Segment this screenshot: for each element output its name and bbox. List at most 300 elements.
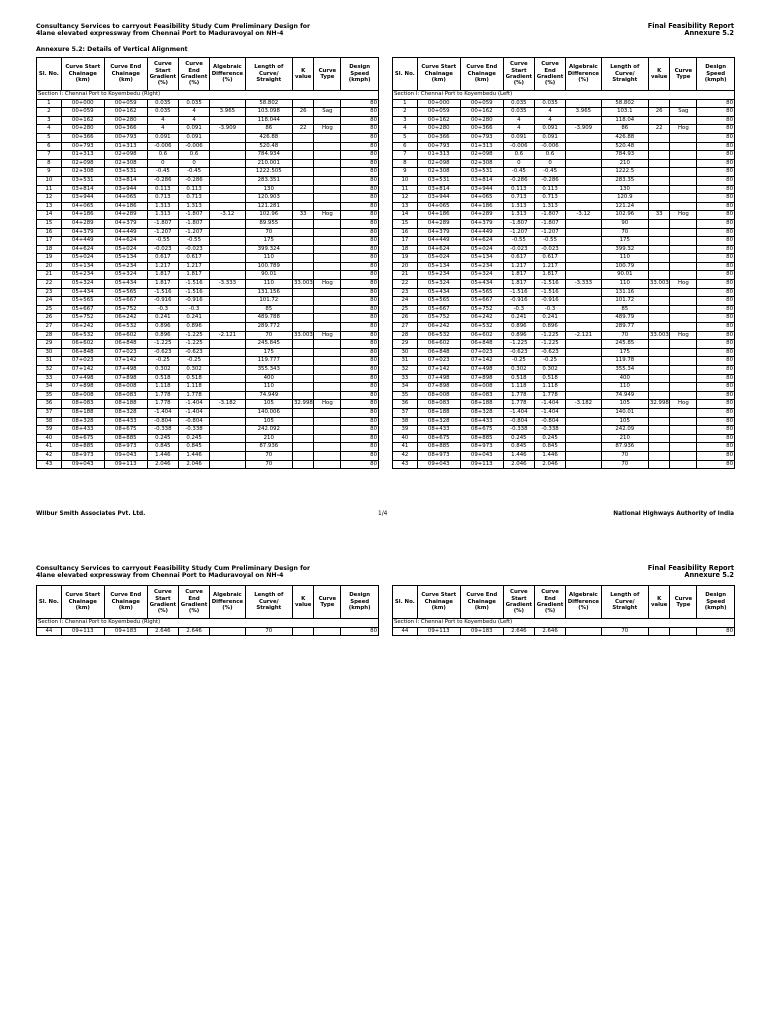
header-sl-no: Sl. No. [393, 586, 418, 619]
cell-start-gradient: -0.338 [503, 426, 534, 435]
cell-algebraic-difference [210, 314, 245, 323]
cell-start-chainage: 04+379 [61, 228, 104, 237]
cell-start-gradient: -0.55 [147, 237, 178, 246]
cell-curve-length: 70 [245, 331, 292, 340]
cell-sl-no: 28 [393, 331, 418, 340]
cell-design-speed: 80 [341, 297, 379, 306]
cell-curve-length: 120.9 [601, 194, 648, 203]
cell-end-chainage: 08+675 [104, 426, 147, 435]
cell-design-speed: 80 [341, 228, 379, 237]
cell-end-chainage: 08+328 [104, 408, 147, 417]
cell-start-gradient: -0.006 [503, 142, 534, 151]
cell-start-gradient: 0.302 [147, 366, 178, 375]
cell-curve-type: Sag [670, 108, 697, 117]
cell-end-chainage: 05+434 [460, 280, 503, 289]
cell-algebraic-difference: -3.333 [210, 280, 245, 289]
header-algebraic-difference: Algebraic Difference (%) [566, 586, 601, 619]
cell-design-speed: 80 [341, 194, 379, 203]
cell-design-speed: 80 [341, 254, 379, 263]
cell-algebraic-difference [210, 245, 245, 254]
cell-end-gradient: -1.807 [178, 211, 209, 220]
header-start-gradient: Curve Start Gradient (%) [147, 58, 178, 91]
cell-start-gradient: 0.245 [147, 434, 178, 443]
cell-end-gradient: 0.091 [178, 125, 209, 134]
cell-sl-no: 15 [393, 219, 418, 228]
cell-end-chainage: 08+675 [460, 426, 503, 435]
cell-start-chainage: 05+324 [417, 280, 460, 289]
header-curve-length: Length of Curve/ Straight [245, 586, 292, 619]
cell-start-gradient: -0.006 [147, 142, 178, 151]
cell-end-chainage: 07+023 [460, 348, 503, 357]
cell-start-chainage: 00+000 [417, 99, 460, 108]
cell-start-chainage: 04+449 [61, 237, 104, 246]
cell-curve-length: 245.85 [601, 340, 648, 349]
cell-sl-no: 10 [393, 176, 418, 185]
cell-curve-type [314, 219, 341, 228]
cell-k-value: 32.998 [648, 400, 670, 409]
cell-curve-length: 489.79 [601, 314, 648, 323]
cell-design-speed: 80 [697, 99, 735, 108]
cell-start-gradient: 2.646 [147, 627, 178, 636]
cell-start-gradient: -1.207 [503, 228, 534, 237]
cell-design-speed: 80 [697, 271, 735, 280]
table-header-row [393, 58, 735, 91]
cell-curve-type [670, 460, 697, 469]
cell-start-chainage: 09+043 [61, 460, 104, 469]
table-row [393, 357, 735, 366]
cell-start-chainage: 06+532 [61, 331, 104, 340]
cell-curve-length: 130 [601, 185, 648, 194]
cell-curve-length: 520.48 [601, 142, 648, 151]
cell-end-gradient: 1.778 [534, 391, 565, 400]
cell-start-chainage: 03+944 [61, 194, 104, 203]
cell-start-chainage: 04+289 [417, 219, 460, 228]
cell-k-value: 32.998 [292, 400, 314, 409]
cell-sl-no: 41 [37, 443, 62, 452]
cell-start-chainage: 08+675 [417, 434, 460, 443]
cell-sl-no: 36 [393, 400, 418, 409]
table-row [37, 434, 379, 443]
table-row [393, 391, 735, 400]
cell-design-speed: 80 [697, 185, 735, 194]
cell-design-speed: 80 [697, 331, 735, 340]
cell-end-gradient: -0.25 [534, 357, 565, 366]
cell-curve-type [314, 426, 341, 435]
cell-sl-no: 43 [393, 460, 418, 469]
cell-design-speed: 80 [341, 451, 379, 460]
cell-sl-no: 33 [393, 374, 418, 383]
table-row [393, 340, 735, 349]
header-start-chainage: Curve Start Chainage (km) [61, 586, 104, 619]
header-curve-type: Curve Type [314, 586, 341, 619]
cell-sl-no: 11 [393, 185, 418, 194]
cell-start-gradient: 0.896 [147, 323, 178, 332]
cell-start-chainage: 08+008 [417, 391, 460, 400]
table-row [393, 254, 735, 263]
cell-start-chainage: 05+234 [61, 271, 104, 280]
cell-start-chainage: 03+814 [61, 185, 104, 194]
table-row [37, 194, 379, 203]
table-row [37, 305, 379, 314]
table-row [393, 142, 735, 151]
cell-curve-type [670, 366, 697, 375]
cell-design-speed: 80 [697, 357, 735, 366]
cell-k-value [292, 151, 314, 160]
cell-end-chainage: 03+814 [460, 176, 503, 185]
table-row [393, 176, 735, 185]
cell-end-chainage: 05+024 [104, 245, 147, 254]
cell-curve-length: 70 [245, 627, 292, 636]
table-row [393, 219, 735, 228]
cell-end-chainage: 07+498 [460, 366, 503, 375]
cell-start-gradient: 1.313 [147, 211, 178, 220]
cell-end-chainage: 00+280 [460, 116, 503, 125]
cell-design-speed: 80 [341, 151, 379, 160]
cell-k-value [292, 194, 314, 203]
cell-end-chainage: 04+379 [104, 219, 147, 228]
table-row [37, 366, 379, 375]
cell-sl-no: 26 [37, 314, 62, 323]
table-row [37, 125, 379, 134]
cell-algebraic-difference [566, 99, 601, 108]
cell-end-chainage: 00+366 [104, 125, 147, 134]
cell-start-chainage: 06+848 [417, 348, 460, 357]
cell-end-chainage: 04+289 [460, 211, 503, 220]
cell-design-speed: 80 [697, 443, 735, 452]
cell-design-speed: 80 [697, 340, 735, 349]
cell-algebraic-difference [566, 219, 601, 228]
cell-design-speed: 80 [697, 408, 735, 417]
table-row [37, 297, 379, 306]
cell-end-chainage: 04+379 [460, 219, 503, 228]
cell-algebraic-difference [210, 176, 245, 185]
cell-sl-no: 39 [37, 426, 62, 435]
cell-curve-type [314, 443, 341, 452]
cell-curve-length: 784.934 [245, 151, 292, 160]
cell-curve-length: 87.936 [245, 443, 292, 452]
cell-k-value [648, 417, 670, 426]
cell-k-value [648, 245, 670, 254]
cell-start-gradient: 1.817 [147, 280, 178, 289]
cell-end-chainage: 05+565 [104, 288, 147, 297]
cell-start-gradient: -0.916 [147, 297, 178, 306]
cell-curve-length: 283.35 [601, 176, 648, 185]
header-sl-no: Sl. No. [37, 58, 62, 91]
cell-start-gradient: 0.241 [147, 314, 178, 323]
cell-end-gradient: 1.446 [534, 451, 565, 460]
cell-start-gradient: 1.778 [503, 391, 534, 400]
cell-curve-length: 70 [601, 228, 648, 237]
cell-sl-no: 10 [37, 176, 62, 185]
cell-design-speed: 80 [341, 305, 379, 314]
cell-curve-length: 210 [601, 434, 648, 443]
cell-end-chainage: 04+624 [460, 237, 503, 246]
cell-start-chainage: 02+098 [417, 159, 460, 168]
header-end-chainage: Curve End Chainage (km) [104, 58, 147, 91]
cell-design-speed: 80 [697, 366, 735, 375]
cell-sl-no: 9 [393, 168, 418, 177]
cell-curve-type [670, 383, 697, 392]
cell-start-gradient: -0.45 [503, 168, 534, 177]
header-algebraic-difference: Algebraic Difference (%) [210, 586, 245, 619]
cell-end-gradient: -0.338 [178, 426, 209, 435]
table-row [37, 451, 379, 460]
cell-k-value [648, 176, 670, 185]
cell-curve-length: 520.48 [245, 142, 292, 151]
cell-curve-length: 70 [601, 331, 648, 340]
cell-end-chainage: 09+183 [104, 627, 147, 636]
cell-k-value [292, 314, 314, 323]
cell-curve-type [670, 202, 697, 211]
table-row [37, 383, 379, 392]
cell-curve-type [670, 357, 697, 366]
cell-k-value [648, 374, 670, 383]
cell-curve-length: 101.72 [245, 297, 292, 306]
cell-k-value [648, 151, 670, 160]
cell-design-speed: 80 [341, 408, 379, 417]
cell-k-value [292, 159, 314, 168]
cell-algebraic-difference: -3.333 [566, 280, 601, 289]
cell-curve-type [670, 408, 697, 417]
cell-sl-no: 7 [37, 151, 62, 160]
cell-k-value: 22 [292, 125, 314, 134]
header-end-chainage: Curve End Chainage (km) [460, 586, 503, 619]
cell-curve-type [670, 133, 697, 142]
cell-start-chainage: 09+043 [417, 460, 460, 469]
cell-end-chainage: 07+898 [460, 374, 503, 383]
cell-sl-no: 28 [37, 331, 62, 340]
cell-end-chainage: 08+083 [460, 391, 503, 400]
header-start-chainage: Curve Start Chainage (km) [417, 58, 460, 91]
cell-algebraic-difference: -2.121 [566, 331, 601, 340]
table-row [37, 176, 379, 185]
cell-start-chainage: 05+667 [61, 305, 104, 314]
cell-end-gradient: 0.091 [534, 125, 565, 134]
table-row [393, 426, 735, 435]
cell-k-value [292, 237, 314, 246]
table-row [393, 288, 735, 297]
cell-k-value [648, 262, 670, 271]
cell-start-gradient: 0.091 [503, 133, 534, 142]
cell-k-value [648, 627, 670, 636]
table-row [37, 245, 379, 254]
header-end-chainage: Curve End Chainage (km) [104, 586, 147, 619]
cell-start-chainage: 04+624 [61, 245, 104, 254]
cell-design-speed: 80 [341, 627, 379, 636]
cell-start-gradient: -1.404 [147, 408, 178, 417]
table-row [37, 228, 379, 237]
cell-design-speed: 80 [697, 314, 735, 323]
cell-end-gradient: -1.225 [534, 331, 565, 340]
cell-start-chainage: 05+324 [61, 280, 104, 289]
cell-sl-no: 18 [393, 245, 418, 254]
cell-end-gradient: 0.518 [178, 374, 209, 383]
cell-design-speed: 80 [697, 280, 735, 289]
cell-sl-no: 19 [37, 254, 62, 263]
cell-sl-no: 20 [37, 262, 62, 271]
cell-end-gradient: 0.113 [178, 185, 209, 194]
table-row [393, 262, 735, 271]
header-curve-type: Curve Type [314, 58, 341, 91]
cell-curve-length: 131.156 [245, 288, 292, 297]
cell-start-gradient: 0.6 [147, 151, 178, 160]
cell-end-gradient: -1.516 [534, 288, 565, 297]
cell-end-chainage: 08+008 [460, 383, 503, 392]
cell-end-gradient: 0.302 [534, 366, 565, 375]
cell-curve-length: 118.04 [601, 116, 648, 125]
cell-sl-no: 29 [37, 340, 62, 349]
cell-k-value [292, 627, 314, 636]
cell-sl-no: 36 [37, 400, 62, 409]
cell-start-gradient: 0.713 [147, 194, 178, 203]
cell-algebraic-difference [210, 99, 245, 108]
cell-algebraic-difference [210, 357, 245, 366]
cell-algebraic-difference [210, 391, 245, 400]
cell-end-gradient: 0 [534, 159, 565, 168]
cell-curve-length: 210 [601, 159, 648, 168]
cell-end-gradient: 1.313 [534, 202, 565, 211]
cell-algebraic-difference [566, 194, 601, 203]
cell-start-chainage: 08+433 [417, 426, 460, 435]
cell-curve-type [670, 426, 697, 435]
cell-curve-type [314, 323, 341, 332]
table-row [393, 133, 735, 142]
cell-algebraic-difference: 3.965 [566, 108, 601, 117]
cell-design-speed: 80 [697, 245, 735, 254]
cell-curve-length: 289.77 [601, 323, 648, 332]
cell-curve-length: 70 [245, 451, 292, 460]
table-row [393, 108, 735, 117]
cell-end-gradient: 4 [178, 116, 209, 125]
cell-end-gradient: 0.091 [178, 133, 209, 142]
table-row [393, 408, 735, 417]
cell-design-speed: 80 [341, 116, 379, 125]
cell-k-value: 33.003 [648, 331, 670, 340]
cell-algebraic-difference [210, 271, 245, 280]
cell-curve-length: 110 [601, 383, 648, 392]
cell-algebraic-difference [566, 434, 601, 443]
cell-curve-type: Hog [670, 400, 697, 409]
cell-end-gradient: 1.313 [178, 202, 209, 211]
cell-k-value [648, 254, 670, 263]
cell-end-gradient: -1.225 [178, 331, 209, 340]
cell-start-gradient: 1.778 [147, 400, 178, 409]
cell-start-chainage: 08+083 [417, 400, 460, 409]
cell-start-chainage: 05+134 [61, 262, 104, 271]
cell-curve-length: 210.001 [245, 159, 292, 168]
cell-algebraic-difference [210, 133, 245, 142]
cell-end-gradient: 1.817 [178, 271, 209, 280]
cell-end-chainage: 03+531 [460, 168, 503, 177]
cell-sl-no: 4 [393, 125, 418, 134]
cell-sl-no: 7 [393, 151, 418, 160]
cell-start-chainage: 05+434 [417, 288, 460, 297]
cell-k-value [292, 340, 314, 349]
cell-end-gradient: 0.845 [178, 443, 209, 452]
cell-sl-no: 21 [37, 271, 62, 280]
cell-start-gradient: 0.896 [503, 331, 534, 340]
cell-curve-length: 140.006 [245, 408, 292, 417]
cell-end-chainage: 09+113 [460, 460, 503, 469]
cell-algebraic-difference [210, 262, 245, 271]
cell-design-speed: 80 [341, 211, 379, 220]
cell-start-chainage: 08+885 [61, 443, 104, 452]
cell-k-value [292, 366, 314, 375]
cell-design-speed: 80 [341, 159, 379, 168]
cell-sl-no: 2 [37, 108, 62, 117]
cell-design-speed: 80 [341, 125, 379, 134]
table-row [393, 168, 735, 177]
cell-start-gradient: -0.023 [147, 245, 178, 254]
cell-end-chainage: 02+098 [460, 151, 503, 160]
cell-start-chainage: 00+059 [417, 108, 460, 117]
cell-end-gradient: 0.241 [534, 314, 565, 323]
cell-sl-no: 8 [393, 159, 418, 168]
cell-sl-no: 17 [393, 237, 418, 246]
cell-design-speed: 80 [341, 237, 379, 246]
header-design-speed: Design Speed (kmph) [341, 58, 379, 91]
cell-sl-no: 41 [393, 443, 418, 452]
cell-k-value [292, 305, 314, 314]
cell-start-gradient: 4 [147, 125, 178, 134]
cell-design-speed: 80 [341, 331, 379, 340]
cell-curve-length: 130 [245, 185, 292, 194]
cell-end-chainage: 07+142 [104, 357, 147, 366]
cell-k-value [292, 288, 314, 297]
cell-start-chainage: 04+379 [417, 228, 460, 237]
cell-algebraic-difference [210, 219, 245, 228]
cell-end-chainage: 05+024 [460, 245, 503, 254]
cell-sl-no: 8 [37, 159, 62, 168]
cell-start-gradient: 1.313 [147, 202, 178, 211]
table-row [393, 383, 735, 392]
table-row [37, 288, 379, 297]
cell-curve-type: Hog [314, 331, 341, 340]
cell-curve-length: 119.777 [245, 357, 292, 366]
cell-end-gradient: -1.807 [534, 211, 565, 220]
cell-design-speed: 80 [341, 133, 379, 142]
cell-curve-type [314, 176, 341, 185]
cell-curve-type [314, 142, 341, 151]
table-row [37, 133, 379, 142]
cell-design-speed: 80 [697, 116, 735, 125]
cell-curve-type [314, 99, 341, 108]
cell-end-gradient: 0.896 [534, 323, 565, 332]
cell-curve-length: 105 [245, 400, 292, 409]
cell-start-chainage: 07+498 [417, 374, 460, 383]
cell-start-chainage: 04+449 [417, 237, 460, 246]
cell-start-chainage: 00+793 [417, 142, 460, 151]
cell-algebraic-difference [210, 323, 245, 332]
cell-curve-type [314, 627, 341, 636]
cell-algebraic-difference [566, 262, 601, 271]
cell-sl-no: 12 [37, 194, 62, 203]
cell-curve-length: 1222.505 [245, 168, 292, 177]
cell-start-gradient: 0.6 [503, 151, 534, 160]
cell-curve-type [314, 417, 341, 426]
cell-curve-length: 86 [601, 125, 648, 134]
cell-end-gradient: -0.804 [534, 417, 565, 426]
cell-curve-type [314, 348, 341, 357]
cell-curve-type: Hog [314, 400, 341, 409]
cell-end-chainage: 05+134 [104, 254, 147, 263]
cell-end-gradient: 0.113 [534, 185, 565, 194]
table-row [37, 254, 379, 263]
cell-design-speed: 80 [341, 366, 379, 375]
cell-curve-type [670, 348, 697, 357]
cell-end-chainage: 04+449 [104, 228, 147, 237]
table-row [37, 408, 379, 417]
